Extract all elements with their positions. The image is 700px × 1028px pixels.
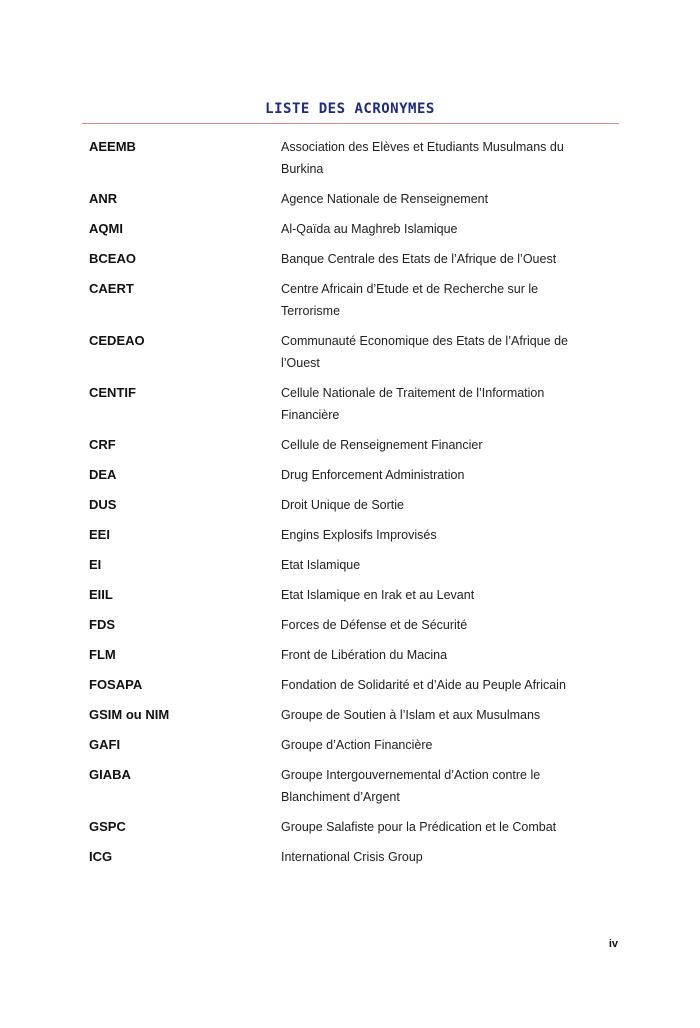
acronym-term: DUS — [89, 497, 117, 512]
acronym-definition: Front de Libération du Macina — [281, 648, 448, 662]
acronym-definition: Fondation de Solidarité et d’Aide au Peuple Africain — [281, 678, 566, 692]
acronym-term: GIABA — [89, 767, 131, 782]
acronym-definition: Banque Centrale des Etats de l’Afrique de l’Ouest — [281, 252, 557, 266]
page-title: LISTE DES ACRONYMES — [265, 101, 435, 117]
acronym-term: AQMI — [89, 221, 123, 236]
acronym-term: CENTIF — [89, 385, 136, 400]
acronym-row — [89, 434, 609, 456]
acronym-list — [89, 136, 609, 876]
acronym-term: BCEAO — [89, 251, 136, 266]
acronym-row — [89, 674, 609, 696]
acronym-row — [89, 734, 609, 756]
acronym-row — [89, 494, 609, 516]
acronym-definition: Etat Islamique — [281, 558, 361, 572]
acronym-row — [89, 248, 609, 270]
acronym-row — [89, 614, 609, 636]
acronym-term: FLM — [89, 647, 116, 662]
acronym-definition: Etat Islamique en Irak et au Levant — [281, 588, 475, 602]
acronym-row — [89, 554, 609, 576]
acronym-definition: Groupe de Soutien à l’Islam et aux Musulmans — [281, 708, 541, 722]
acronym-definition: Groupe Salafiste pour la Prédication et le Combat — [281, 820, 557, 834]
acronym-term: CRF — [89, 437, 116, 452]
acronym-row — [89, 218, 609, 240]
acronym-term: FDS — [89, 617, 115, 632]
page-number: iv — [608, 938, 618, 950]
acronym-definition: Cellule Nationale de Traitement de l’Information Financière — [281, 386, 545, 422]
acronym-definition: Droit Unique de Sortie — [281, 498, 404, 512]
acronym-term: CEDEAO — [89, 333, 145, 348]
acronym-row — [89, 136, 609, 180]
acronym-term: GSIM ou NIM — [89, 707, 170, 722]
acronym-definition: International Crisis Group — [281, 850, 423, 864]
acronym-definition: Centre Africain d’Etude et de Recherche sur le Terrorisme — [281, 282, 539, 318]
acronym-definition: Cellule de Renseignement Financier — [281, 438, 483, 452]
acronym-term: EIIL — [89, 587, 113, 602]
acronym-row — [89, 584, 609, 606]
acronym-term: EEI — [89, 527, 110, 542]
acronym-term: DEA — [89, 467, 117, 482]
acronym-definition: Forces de Défense et de Sécurité — [281, 618, 468, 632]
acronym-term: GSPC — [89, 819, 126, 834]
acronym-definition: Al-Qaïda au Maghreb Islamique — [281, 222, 458, 236]
acronym-term: GAFI — [89, 737, 121, 752]
acronym-term: AEEMB — [89, 139, 136, 154]
acronym-row — [89, 704, 609, 726]
acronym-row — [89, 278, 609, 322]
acronym-definition: Association des Elèves et Etudiants Musulmans du Burkina — [281, 140, 564, 176]
acronym-row — [89, 764, 609, 808]
acronym-row — [89, 524, 609, 546]
acronym-definition: Engins Explosifs Improvisés — [281, 528, 437, 542]
acronym-row — [89, 644, 609, 666]
acronym-term: FOSAPA — [89, 677, 143, 692]
title-underline — [82, 123, 619, 124]
acronym-definition: Agence Nationale de Renseignement — [281, 192, 489, 206]
acronym-row — [89, 188, 609, 210]
acronym-definition: Communauté Economique des Etats de l’Afrique de l’Ouest — [281, 334, 568, 370]
acronym-term: CAERT — [89, 281, 134, 296]
acronym-term: ANR — [89, 191, 118, 206]
acronym-row — [89, 846, 609, 868]
acronym-term: ICG — [89, 849, 113, 864]
acronym-definition: Groupe d’Action Financière — [281, 738, 433, 752]
acronym-row — [89, 816, 609, 838]
acronym-row — [89, 464, 609, 486]
acronym-row — [89, 330, 609, 374]
acronym-term: EI — [89, 557, 102, 572]
acronym-row — [89, 382, 609, 426]
acronym-definition: Drug Enforcement Administration — [281, 468, 465, 482]
acronym-definition: Groupe Intergouvernemental d’Action contre le Blanchiment d’Argent — [281, 768, 541, 804]
